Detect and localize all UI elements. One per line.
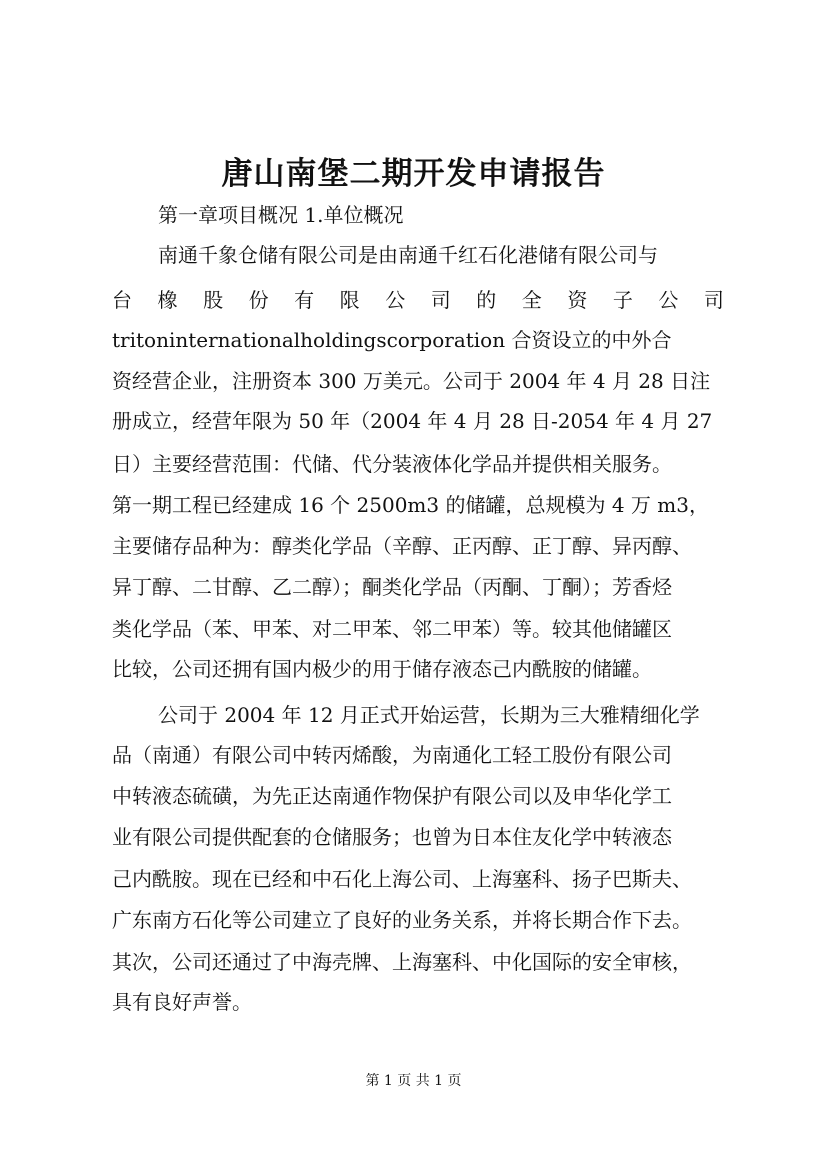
justified-char: 橡 xyxy=(157,288,178,312)
justified-char: 台 xyxy=(112,288,132,312)
justified-char: 公 xyxy=(658,288,679,312)
justified-char: 全 xyxy=(521,288,542,312)
paragraph-line: 品（南通）有限公司中转丙烯酸，为南通化工轻工股份有限公司 xyxy=(112,743,672,767)
justified-char: 有 xyxy=(294,288,315,312)
justified-char: 股 xyxy=(203,288,224,312)
paragraph-line: 具有良好声誉。 xyxy=(112,990,252,1014)
justified-char: 司 xyxy=(703,288,724,312)
paragraph-line: 册成立，经营年限为 50 年（2004 年 4 月 28 日-2054 年 4 月 27 xyxy=(112,409,713,433)
justified-char: 份 xyxy=(248,288,269,312)
paragraph-line: 资经营企业，注册资本 300 万美元。公司于 2004 年 4 月 28 日注 xyxy=(112,369,711,393)
page-footer: 第 1 页 共 1 页 xyxy=(365,1073,462,1089)
justified-char: 资 xyxy=(567,288,588,312)
chapter-heading: 第一章项目概况 1.单位概况 xyxy=(158,203,404,227)
paragraph-line: 己内酰胺。现在已经和中石化上海公司、上海塞科、扬子巴斯夫、 xyxy=(112,867,692,891)
justified-char: 限 xyxy=(339,288,360,312)
paragraph-line: 日）主要经营范围：代储、代分装液体化学品并提供相关服务。 xyxy=(112,452,672,476)
paragraph-line: 其次，公司还通过了中海壳牌、上海塞科、中化国际的安全审核， xyxy=(112,950,692,974)
paragraph-line: 类化学品（苯、甲苯、对二甲苯、邻二甲苯）等。较其他储罐区 xyxy=(112,617,672,641)
justified-line xyxy=(112,285,724,315)
paragraph-line: 第一期工程已经建成 16 个 2500m3 的储罐，总规模为 4 万 m3， xyxy=(112,493,709,517)
paragraph-line: 公司于 2004 年 12 月正式开始运营，长期为三大雅精细化学 xyxy=(158,703,700,727)
paragraph-line: 业有限公司提供配套的仓储服务；也曾为日本住友化学中转液态 xyxy=(112,825,672,849)
justified-char: 的 xyxy=(476,288,497,312)
paragraph-line: 比较，公司还拥有国内极少的用于储存液态己内酰胺的储罐。 xyxy=(112,657,652,681)
document-title: 唐山南堡二期开发申请报告 xyxy=(221,156,606,192)
paragraph-line: 异丁醇、二甘醇、乙二醇）；酮类化学品（丙酮、丁酮）；芳香烃 xyxy=(112,575,672,599)
paragraph-line: 广东南方石化等公司建立了良好的业务关系，并将长期合作下去。 xyxy=(112,908,692,932)
paragraph-line: 南通千象仓储有限公司是由南通千红石化港储有限公司与 xyxy=(158,243,658,267)
paragraph-line: tritoninternationalholdingscorporation 合资设立的中外合 xyxy=(112,328,672,352)
paragraph-line: 中转液态硫磺，为先正达南通作物保护有限公司以及申华化学工 xyxy=(112,784,672,808)
paragraph-line: 主要储存品种为：醇类化学品（辛醇、正丙醇、正丁醇、异丙醇、 xyxy=(112,534,692,558)
justified-char: 公 xyxy=(385,288,406,312)
justified-char: 司 xyxy=(430,288,451,312)
justified-char: 子 xyxy=(612,288,633,312)
